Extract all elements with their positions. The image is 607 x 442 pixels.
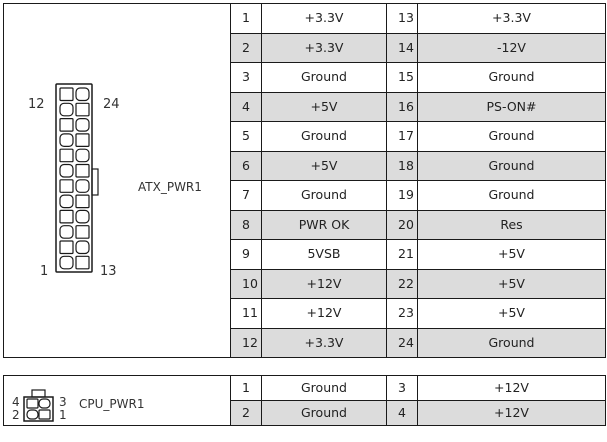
pin-number-cell: 22 (387, 269, 418, 299)
signal-name-cell: Ground (418, 181, 606, 211)
signal-name-cell: Ground (418, 122, 606, 152)
pin-number-cell: 1 (231, 4, 262, 34)
pin-number-cell: 21 (387, 240, 418, 270)
pin-number-cell: 9 (231, 240, 262, 270)
signal-name-cell: +12V (262, 269, 387, 299)
table-row (4, 4, 606, 34)
pin-marker-bottom-left: 1 (40, 264, 49, 279)
pin-number-cell: 1 (231, 376, 262, 401)
connector-label: ATX_PWR1 (138, 180, 202, 194)
signal-name-cell: Ground (262, 63, 387, 93)
pin-marker-top-left: 12 (28, 97, 45, 112)
pin-number-cell: 2 (231, 401, 262, 426)
signal-name-cell: Ground (262, 401, 387, 426)
pin-number-cell: 18 (387, 151, 418, 181)
pin-number-cell: 15 (387, 63, 418, 93)
signal-name-cell: +12V (418, 376, 606, 401)
signal-name-cell: +3.3V (262, 4, 387, 34)
pin-marker-bottom-right: 1 (59, 408, 67, 422)
pin-number-cell: 11 (231, 299, 262, 329)
cpu-4pin-connector-icon (24, 389, 64, 429)
pin-number-cell: 13 (387, 4, 418, 34)
cpu-pwr1-pinout-table (3, 375, 606, 426)
pin-number-cell: 4 (231, 92, 262, 122)
pin-marker-top-right: 3 (59, 395, 67, 409)
connector-label: CPU_PWR1 (79, 397, 145, 411)
pin-number-cell: 7 (231, 181, 262, 211)
pin-number-cell: 14 (387, 33, 418, 63)
pin-number-cell: 24 (387, 328, 418, 358)
signal-name-cell: +5V (262, 151, 387, 181)
pin-marker-bottom-left: 2 (12, 408, 20, 422)
atx-connector-diagram-cell (4, 4, 231, 358)
pin-number-cell: 17 (387, 122, 418, 152)
pin-marker-top-right: 24 (103, 97, 120, 112)
signal-name-cell: +5V (262, 92, 387, 122)
pin-number-cell: 3 (387, 376, 418, 401)
signal-name-cell: +12V (262, 299, 387, 329)
signal-name-cell: +3.3V (418, 4, 606, 34)
table-row (4, 376, 606, 401)
cpu-connector-diagram-cell (4, 376, 231, 426)
atx-pwr1-pinout-table (3, 3, 606, 358)
pin-number-cell: 8 (231, 210, 262, 240)
signal-name-cell: +5V (418, 269, 606, 299)
pin-number-cell: 6 (231, 151, 262, 181)
pin-number-cell: 10 (231, 269, 262, 299)
pin-number-cell: 2 (231, 33, 262, 63)
pin-number-cell: 5 (231, 122, 262, 152)
signal-name-cell: Ground (262, 181, 387, 211)
pin-marker-bottom-right: 13 (100, 264, 117, 279)
pin-number-cell: 12 (231, 328, 262, 358)
signal-name-cell: +3.3V (262, 33, 387, 63)
pin-number-cell: 23 (387, 299, 418, 329)
signal-name-cell: -12V (418, 33, 606, 63)
signal-name-cell: +3.3V (262, 328, 387, 358)
signal-name-cell: +5V (418, 299, 606, 329)
signal-name-cell: Ground (262, 376, 387, 401)
signal-name-cell: PWR OK (262, 210, 387, 240)
signal-name-cell: Res (418, 210, 606, 240)
signal-name-cell: +5V (418, 240, 606, 270)
pin-number-cell: 19 (387, 181, 418, 211)
pin-number-cell: 16 (387, 92, 418, 122)
pin-number-cell: 4 (387, 401, 418, 426)
signal-name-cell: PS-ON# (418, 92, 606, 122)
signal-name-cell: Ground (418, 151, 606, 181)
signal-name-cell: Ground (418, 63, 606, 93)
pin-number-cell: 3 (231, 63, 262, 93)
signal-name-cell: Ground (418, 328, 606, 358)
signal-name-cell: 5VSB (262, 240, 387, 270)
pin-marker-top-left: 4 (12, 395, 20, 409)
signal-name-cell: +12V (418, 401, 606, 426)
signal-name-cell: Ground (262, 122, 387, 152)
pin-number-cell: 20 (387, 210, 418, 240)
